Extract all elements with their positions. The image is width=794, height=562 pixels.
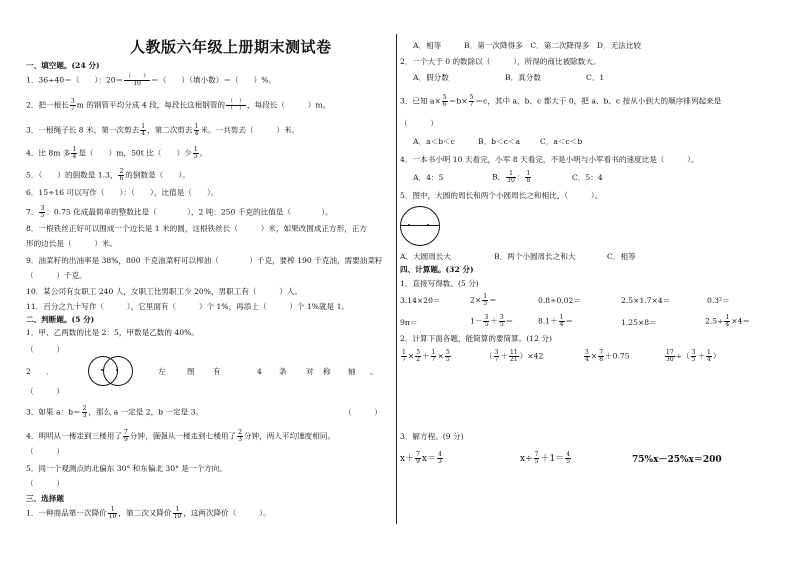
fraction: $\frac{1}{4}$ <box>194 123 199 137</box>
question-fill-11: 11．百分之九十写作（ ），它里面有（ ）个 1%，再添上（ ）个 1%就是 1。 <box>26 302 349 311</box>
judge-2-word: 对 <box>306 367 314 376</box>
calc-item: 9π＝ <box>400 318 418 327</box>
choice-4-option-b: B． $\frac{1}{10}$ ： $\frac{1}{8}$ <box>492 170 531 184</box>
small-circle-center-dot <box>408 224 410 226</box>
choice-5-option-c: C．相等 <box>607 252 636 261</box>
judge-2-word: 4 <box>257 367 262 376</box>
calc-part-1-heading: 1．直接写得数。(5 分) <box>400 279 479 288</box>
fraction: $\frac{1}{4}$ <box>725 314 730 328</box>
fraction: $\frac{1}{7}$ <box>402 349 406 363</box>
question-judge-3: 3．如果 a：b＝ $\frac{2}{3}$ ，那么 a 一定是 2，b 一定是 3。 <box>26 405 204 419</box>
fraction: $\frac{5}{2}$ <box>416 349 421 363</box>
question-choice-3: 3．已知 a× $\frac{5}{6}$ ＝b× $\frac{5}{7}$ ＝c，其中 a、b、c 都大于 0，把 a、b、c 按从小到大的顺序排列起来是 <box>400 94 722 108</box>
question-choice-5: 5．图中，大圆的周长和两个小圆周长之和相比，（ ）。 <box>400 191 603 200</box>
question-choice-2: 2．一个大于 0 的数除以（ ），所得的商比被除数大。 <box>400 57 601 66</box>
answer-paren: （ ） <box>26 479 64 488</box>
choice-5-option-a: A．大圆周长大 <box>400 252 452 261</box>
question-fill-4: 4．比 8m 多 $\frac{1}{4}$ 是（ ）m，50t 比（ ）少 $\frac{1}{5}$ 。 <box>26 146 208 160</box>
circle-center-dot <box>101 369 103 371</box>
fraction: $\frac{1}{4}$ <box>141 123 146 137</box>
fraction: $\frac{1}{4}$ <box>707 349 711 363</box>
fraction: $\frac{1}{5}$ <box>483 293 488 307</box>
fraction: $\frac{1}{4}$ <box>72 146 77 160</box>
answer-paren: （ ） <box>26 345 64 354</box>
fraction: $\frac{3}{5}$ <box>40 205 45 219</box>
question-fill-2: 2．把一根长 $\frac{3}{7}$ m 的钢管平均分成 4 段，每段长这根钢管的 （ ） （ ） ，每段长（ ）m。 <box>26 98 331 112</box>
fraction: （ ） （ ） <box>227 98 246 112</box>
calc-part-3-heading: 3．解方程。(9 分) <box>400 432 464 441</box>
fraction: $\frac{1}{10}$ <box>173 506 182 520</box>
calc-expression-2: （ $\frac{3}{7}$ ＋ $\frac{11}{21}$ ）×42 <box>485 349 544 363</box>
fraction: $\frac{3}{5}$ <box>691 349 696 363</box>
column-divider <box>396 34 397 524</box>
calc-item: 2× $\frac{1}{5}$ ＝ <box>470 293 497 307</box>
fraction: $\frac{2}{6}$ <box>119 168 124 182</box>
question-fill-9-cont: （ ）千克。 <box>26 271 87 280</box>
fraction: $\frac{3}{4}$ <box>585 349 589 363</box>
right-circle <box>103 356 133 386</box>
question-fill-7: 7． $\frac{3}{5}$ ：0.75 化成最简单的整数比是（ ），2 吨：250 千克的比值是（ ）。 <box>26 205 333 219</box>
fraction: $\frac{2}{3}$ <box>82 405 87 419</box>
section-choice-heading: 三、选择题 <box>26 494 64 503</box>
calc-item: 3.14×20＝ <box>400 296 441 305</box>
question-judge-2-number: 2 ． <box>26 367 54 376</box>
answer-paren: （ ） <box>400 119 438 128</box>
fraction: （ ） 10 <box>125 73 150 87</box>
calc-part-2-heading: 2．计算下面各题，能简算的要简算。(12 分) <box>400 334 552 343</box>
calc-expression-1: $\frac{1}{7}$ × $\frac{5}{2}$ ＋ $\frac{1}{7}$ × $\frac{5}{5}$ <box>402 349 450 363</box>
fraction: $\frac{3}{5}$ <box>499 314 504 328</box>
judge-2-word: 轴 <box>348 367 356 376</box>
small-circle-center-dot <box>427 224 429 226</box>
choice-4-option-c: C．5：4 <box>572 173 603 182</box>
equation-2: x÷ $\frac{7}{5}$ ＋1＝ $\frac{4}{5}$ <box>520 451 571 465</box>
question-fill-9: 9．油菜籽的出油率是 38%，800 千克油菜籽可以榨油（ ）千克，要榨 190 千克油，需要油菜籽 <box>26 256 383 265</box>
choice-2-option-b: B．真分数 <box>505 73 541 82</box>
question-choice-4: 4．一本书小明 10 天看完，小军 8 天看完，不是小明与小军看书的速度比是（ ）。 <box>400 155 699 164</box>
page-title: 人教版六年级上册期末测试卷 <box>130 38 332 56</box>
question-judge-1: 1．甲、乙两数的比是 2：5，甲数是乙数的 40%。 <box>26 328 199 337</box>
fraction: $\frac{7}{9}$ <box>416 451 420 465</box>
calc-expression-4: $\frac{17}{30}$ ÷（ $\frac{3}{5}$ ＋ $\frac{1}{4}$ ） <box>666 349 721 363</box>
fraction: $\frac{5}{5}$ <box>445 349 450 363</box>
circle-center-dot <box>116 369 118 371</box>
calc-item: 0.3²＝ <box>707 296 730 305</box>
question-fill-8: 8．一根铁丝正好可以围成一个边长是 1 米的圆，这根铁丝长（ ）米，如果改围成正方形，正方 <box>26 224 368 233</box>
fraction: $\frac{3}{7}$ <box>494 349 499 363</box>
choice-5-option-b: B．两个小圆周长之和大 <box>494 252 576 261</box>
equation-1: x＋ $\frac{7}{9}$ x＝ $\frac{4}{3}$ <box>400 451 442 465</box>
fraction: $\frac{3}{5}$ <box>484 314 489 328</box>
fraction: $\frac{7}{9}$ <box>123 429 128 443</box>
question-choice-1: 1．一种商品第一次降价 $\frac{1}{10}$ ，第二次又降价 $\frac{1}{10}$ ，这两次降价（ ）。 <box>26 506 271 520</box>
calc-item: 1.25×8＝ <box>621 318 657 327</box>
question-fill-1: 1．36÷40＝（ ）：20＝ （ ） 10 ＝（ ）（填小数）＝（ ）%。 <box>26 73 277 87</box>
question-fill-3: 3．一根绳子长 8 米，第一次剪去 $\frac{1}{4}$ ，第二次剪去 $\frac{1}{4}$ 米。一共剪去（ ）米。 <box>26 123 300 137</box>
choice-4-option-a: A．4：5 <box>413 173 444 182</box>
fraction: $\frac{1}{4}$ <box>559 314 564 328</box>
fraction: $\frac{1}{10}$ <box>507 170 515 184</box>
fraction: $\frac{7}{8}$ <box>599 349 604 363</box>
question-judge-4: 4．明明从一楼走到三楼用了 $\frac{7}{9}$ 分钟，强强从一楼走到七楼用了 $\frac{2}{3}$ 分钟，两人平均速度相同。 <box>26 429 336 443</box>
calc-item: 0.8÷0.02＝ <box>538 296 581 305</box>
calc-item: 8.1＋ $\frac{1}{4}$ ＝ <box>538 314 574 328</box>
answer-paren: （ ） <box>26 447 64 456</box>
circle-diameter-line <box>400 225 440 226</box>
judge-2-word: 左 <box>158 367 166 376</box>
question-fill-5: 5．（ ）的倒数是 1.3， $\frac{2}{6}$ 的倒数是（ ）。 <box>26 168 190 182</box>
fraction: $\frac{2}{3}$ <box>238 429 242 443</box>
question-judge-5: 5．同一个观测点的北偏东 30° 和东偏北 30° 是一个方向。 <box>26 464 227 473</box>
fraction: $\frac{1}{5}$ <box>193 146 198 160</box>
judge-2-word: 条 <box>279 367 287 376</box>
fraction: $\frac{4}{3}$ <box>437 451 442 465</box>
choice-3-option-b: B．b＜c＜a <box>478 137 521 146</box>
section-calc-heading: 四、计算题。(32 分) <box>400 265 474 274</box>
fraction: $\frac{1}{8}$ <box>526 170 531 184</box>
section-judge-heading: 二、判断题。(5 分) <box>26 315 95 324</box>
equation-3: 75%x－25%x＝200 <box>632 455 722 465</box>
fraction: $\frac{3}{7}$ <box>70 98 75 112</box>
calc-item: 2.5÷ $\frac{1}{4}$ ×4＝ <box>705 314 751 328</box>
fraction: $\frac{17}{30}$ <box>666 349 674 363</box>
fraction: $\frac{7}{5}$ <box>534 451 539 465</box>
calc-item: 2.5×1.7×4＝ <box>621 296 671 305</box>
fraction: $\frac{1}{10}$ <box>108 506 117 520</box>
judge-2-word: 有 <box>213 367 221 376</box>
fraction: $\frac{11}{21}$ <box>510 349 518 363</box>
section-fill-heading: 一、填空题。(24 分) <box>26 61 100 70</box>
calc-expression-3: $\frac{3}{4}$ × $\frac{7}{8}$ ＋0.75 <box>585 349 630 363</box>
choice-3-option-c: C．a＜c＜b <box>540 137 583 146</box>
fraction: $\frac{1}{7}$ <box>431 349 436 363</box>
big-circle <box>400 206 440 246</box>
judge-2-word: 。 <box>370 367 378 376</box>
choice-2-option-a: A．假分数 <box>413 73 449 82</box>
calc-item: 1－ $\frac{3}{5}$ ＋ $\frac{3}{5}$ ＝ <box>470 314 514 328</box>
question-fill-8-cont: 形的边长是（ ）米。 <box>26 239 118 248</box>
judge-2-word: 称 <box>323 367 331 376</box>
fraction: $\frac{4}{5}$ <box>566 451 571 465</box>
fraction: $\frac{5}{6}$ <box>442 94 447 108</box>
fraction: $\frac{5}{7}$ <box>469 94 474 108</box>
choice-2-option-c: C．1 <box>586 73 605 82</box>
question-fill-10: 10．某公司有女职工 240 人，女职工比男职工少 20%，男职工有（ ）人。 <box>26 287 303 296</box>
choice-3-option-a: A．a＜b＜c <box>413 137 455 146</box>
judge-2-word: 图 <box>187 367 195 376</box>
choice-1-options: A．相等 B．第一次降得多 C．第二次降得多 D．无法比较 <box>413 41 641 50</box>
answer-paren: （ ） <box>344 408 382 417</box>
question-fill-6: 6．15÷16 可以写作（ ）：（ ），比值是（ ）。 <box>26 188 219 197</box>
answer-paren: （ ） <box>26 387 64 396</box>
